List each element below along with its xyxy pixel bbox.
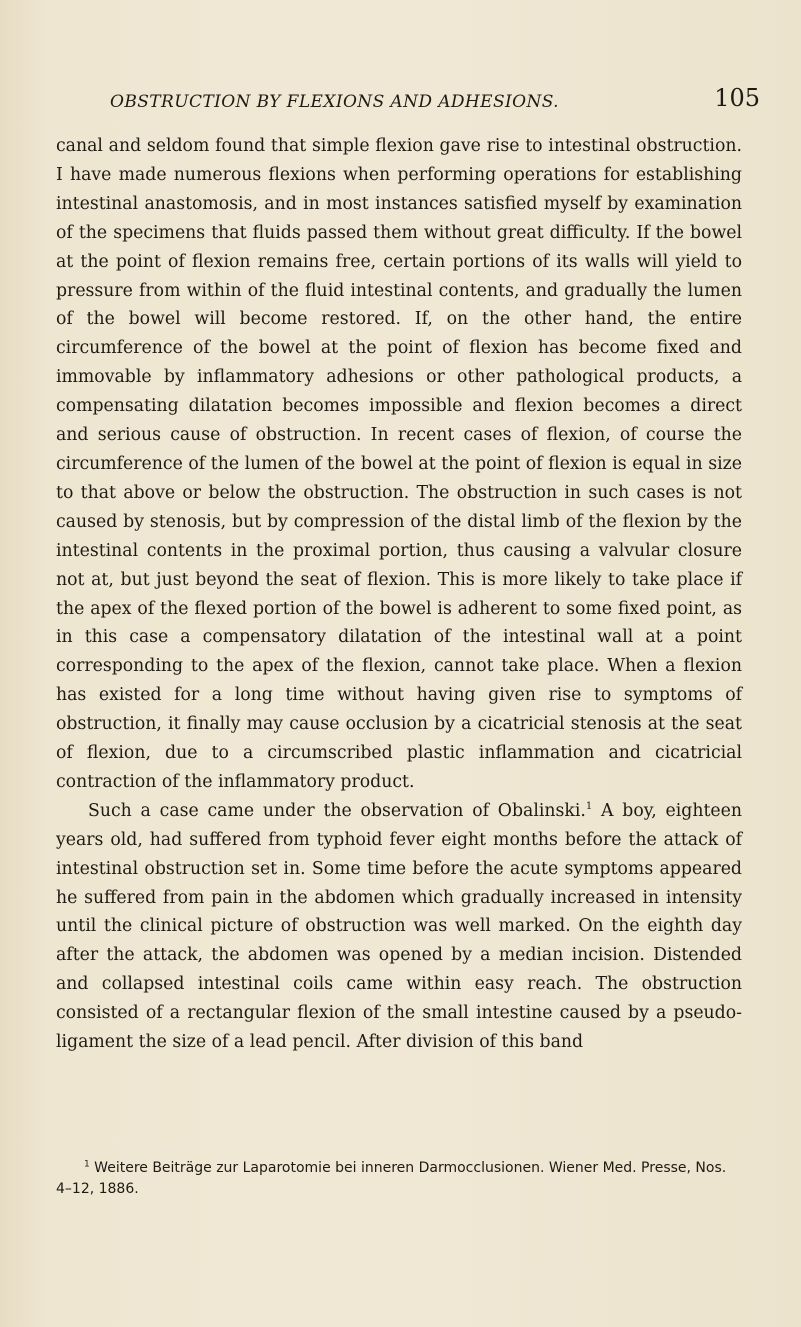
footnote-reference: 1 [585, 801, 593, 813]
running-title: OBSTRUCTION BY FLEXIONS AND ADHESIONS. [110, 92, 559, 112]
paragraph-1: canal and seldom found that simple flexion gave rise to intestinal obstruction. I have made numerous flexions when performing operations for establishing intestinal anastomosis, and in most instances satisfied myself by examination of the specimens that fluids passed them without great difficulty. If the bowel at the point of flexion remains free, certain portions of its walls will yield to pressure from within of the fluid intestinal contents, and gradually the lumen of the bowel will become restored. If, on the other hand, the entire circumference of the bowel at the point of flexion has become fixed and immovable by inflammatory adhesions or other pathological products, a compensating dilatation becomes impossible and flexion becomes a direct and serious cause of obstruction. In recent cases of flexion, of course the circumference of the lumen of the bowel at the point of flexion is equal in size to that above or below the obstruction. The obstruction in such cases is not caused by stenosis, but by compression of the distal limb of the flexion by the intestinal contents in the proximal portion, thus causing a valvular closure not at, but just beyond the seat of flexion. This is more likely to take place if the apex of the flexed portion of the bowel is adherent to some fixed point, as in this case a compensatory dilatation of the intestinal wall at a point corresponding to the apex of the flexion, cannot take place. When a flexion has existed for a long time without having given rise to symptoms of obstruction, it finally may cause occlusion by a cicatricial stenosis at the seat of flexion, due to a circumscribed plastic inflammation and cicatricial contraction of the inflammatory product. [56, 136, 742, 792]
body-text [56, 132, 742, 1057]
paragraph-2 [56, 797, 742, 1057]
footnote-text: Weitere Beiträge zur Laparotomie bei inneren Darmocclusionen. Wiener Med. Presse, Nos. 4–12, 1886. [56, 1160, 727, 1197]
paragraph-2-rest: A boy, eighteen years old, had suffered from typhoid fever eight months before the attack of intestinal obstruction set in. Some time before the acute symptoms appeared he suffered from pain in the abdomen which gradually increased in intensity until the clinical picture of obstruction was well marked. On the eighth day after the attack, the abdomen was opened by a median incision. Distended and collapsed intestinal coils came within easy reach. The obstruction consisted of a rectangular flexion of the small intestine caused by a pseudo-ligament the size of a lead pencil. After division of this band [56, 800, 742, 1053]
footnote-divider [56, 1152, 742, 1153]
footnote [56, 1158, 742, 1200]
paragraph-2-start: Such a case came under the observation of Obalinski. [88, 800, 586, 821]
footnote-mark: 1 [84, 1159, 90, 1170]
page-header [110, 84, 760, 124]
page-number: 105 [714, 84, 760, 112]
